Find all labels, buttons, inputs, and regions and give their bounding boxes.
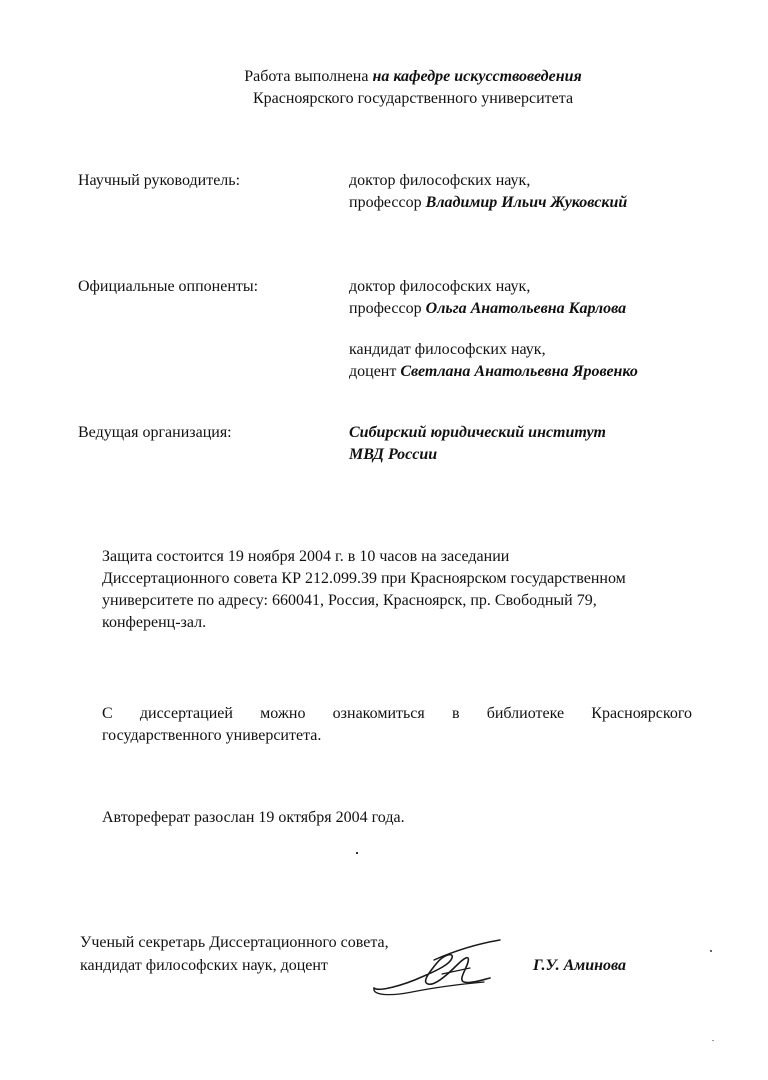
secretary-name: Г.У. Аминова <box>533 957 627 974</box>
opponents-label: Официальные оппоненты: <box>78 278 259 295</box>
supervisor-name: Владимир Ильич Жуковский <box>425 194 628 211</box>
defense-line-4: конференц-зал. <box>102 614 207 631</box>
opponent-1-degree: доктор философских наук, <box>349 278 531 295</box>
signature-image <box>372 936 508 1000</box>
header-department: на кафедре искусствоведения <box>372 68 582 85</box>
opponent-1-name: Ольга Анатольевна Карлова <box>425 300 627 317</box>
secretary-position: Ученый секретарь Диссертационного совета, <box>80 934 389 951</box>
scan-speck-2 <box>710 950 712 952</box>
library-line-2: государственного университета. <box>102 727 322 744</box>
organization-name: Сибирский юридический институт <box>349 424 606 441</box>
opponent-1-title-name <box>349 298 626 320</box>
header-plain-text: Работа выполнена <box>244 68 373 85</box>
scan-speck-3 <box>712 1040 714 1041</box>
supervisor-degree: доктор философских наук, <box>349 172 531 189</box>
dispatch-text: Автореферат разослан 19 октября 2004 года. <box>102 809 405 826</box>
opponent-2-degree: кандидат философских наук, <box>349 341 546 358</box>
supervisor-title-name <box>349 192 627 214</box>
library-line-1: С диссертацией можно ознакомиться в библиотеке Красноярского <box>102 705 692 722</box>
defense-line-3: университете по адресу: 660041, Россия, Красноярск, пр. Свободный 79, <box>102 592 597 609</box>
opponent-2-title: доцент <box>349 363 401 380</box>
organization-label: Ведущая организация: <box>78 424 232 441</box>
supervisor-title: профессор <box>349 194 426 211</box>
opponent-2-title-name <box>349 361 638 383</box>
header-line-1 <box>0 66 768 88</box>
supervisor-label: Научный руководитель: <box>78 172 241 189</box>
scan-speck <box>356 852 358 854</box>
organization-ministry: МВД России <box>349 446 438 463</box>
opponent-1-title: профессор <box>349 300 426 317</box>
secretary-degree: кандидат философских наук, доцент <box>80 957 328 974</box>
defense-line-1: Защита состоится 19 ноября 2004 г. в 10 часов на заседании <box>102 548 510 565</box>
opponent-2-name: Светлана Анатольевна Яровенко <box>400 363 638 380</box>
header-university: Красноярского государственного университета <box>252 90 574 107</box>
defense-line-2: Диссертационного совета КР 212.099.39 при Красноярском государственном <box>102 570 626 587</box>
